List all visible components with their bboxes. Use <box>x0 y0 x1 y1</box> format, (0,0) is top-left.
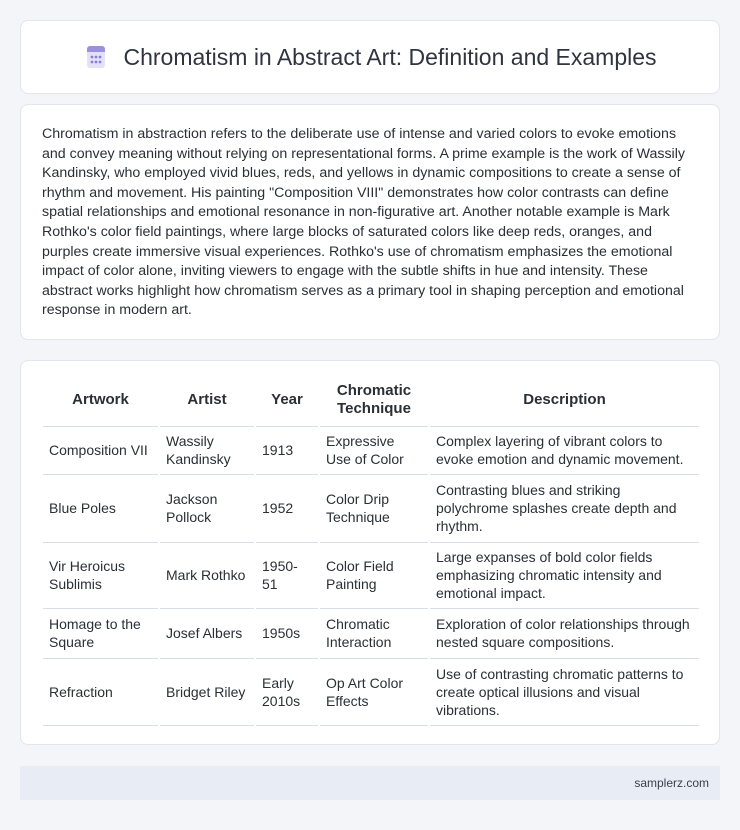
cell-description: Use of contrasting chromatic patterns to create optical illusions and visual vibrations. <box>429 658 699 725</box>
table-row <box>43 608 699 658</box>
artworks-table <box>43 374 699 726</box>
cell-technique: Chromatic Interaction <box>319 608 429 658</box>
table-row <box>43 658 699 725</box>
intro-paragraph: Chromatism in abstraction refers to the deliberate use of intense and varied colors to evoke emotions and convey meaning without relying on representational forms. A prime example is the work of Wassily Kandinsky, who employed vivid blues, reds, and yellows in dynamic compositions to create a sense of rhythm and movement. His painting "Composition VIII" demonstrates how color contrasts can define spatial relationships and emotional resonance in non-figurative art. Another notable example is Mark Rothko's color field paintings, where large blocks of saturated colors like deep reds, oranges, and purples create immersive visual experiences. Rothko's use of chromatism emphasizes the emotional impact of color alone, inviting viewers to engage with the subtle shifts in hue and intensity. These abstract works highlight how chromatism serves as a primary tool in shaping perception and emotional response in modern art. <box>42 126 685 319</box>
cell-technique: Color Drip Technique <box>319 474 429 542</box>
cell-artwork: Blue Poles <box>43 474 159 542</box>
header-artist: Artist <box>159 374 255 426</box>
cell-year: 1950-51 <box>255 542 319 608</box>
table-header-row <box>43 374 699 426</box>
table-row <box>43 542 699 608</box>
cell-technique: Op Art Color Effects <box>319 658 429 725</box>
page-title: Chromatism in Abstract Art: Definition and Examples <box>123 43 657 70</box>
cell-description: Large expanses of bold color fields emphasizing chromatic intensity and emotional impact. <box>429 542 699 608</box>
footer-site-link[interactable]: samplerz.com <box>634 776 709 790</box>
header-description: Description <box>429 374 699 426</box>
header-technique: Chromatic Technique <box>319 374 429 426</box>
header-year: Year <box>255 374 319 426</box>
cell-technique: Color Field Painting <box>319 542 429 608</box>
title-card <box>20 20 720 94</box>
cell-artwork: Homage to the Square <box>43 608 159 658</box>
cell-artwork: Refraction <box>43 658 159 725</box>
header-artwork: Artwork <box>43 374 159 426</box>
cell-artist: Bridget Riley <box>159 658 255 725</box>
cell-year: 1913 <box>255 426 319 474</box>
cell-technique: Expressive Use of Color <box>319 426 429 474</box>
cell-description: Complex layering of vibrant colors to evoke emotion and dynamic movement. <box>429 426 699 474</box>
table-row <box>43 474 699 542</box>
footer <box>20 766 720 800</box>
cell-artist: Mark Rothko <box>159 542 255 608</box>
document-icon <box>83 44 109 70</box>
table-card <box>20 360 720 745</box>
intro-card <box>20 104 720 340</box>
table-row <box>43 426 699 474</box>
cell-year: Early 2010s <box>255 658 319 725</box>
cell-artist: Josef Albers <box>159 608 255 658</box>
cell-artist: Jackson Pollock <box>159 474 255 542</box>
cell-artwork: Composition VII <box>43 426 159 474</box>
cell-year: 1952 <box>255 474 319 542</box>
cell-artist: Wassily Kandinsky <box>159 426 255 474</box>
cell-year: 1950s <box>255 608 319 658</box>
cell-artwork: Vir Heroicus Sublimis <box>43 542 159 608</box>
cell-description: Exploration of color relationships through nested square compositions. <box>429 608 699 658</box>
cell-description: Contrasting blues and striking polychrome splashes create depth and rhythm. <box>429 474 699 542</box>
